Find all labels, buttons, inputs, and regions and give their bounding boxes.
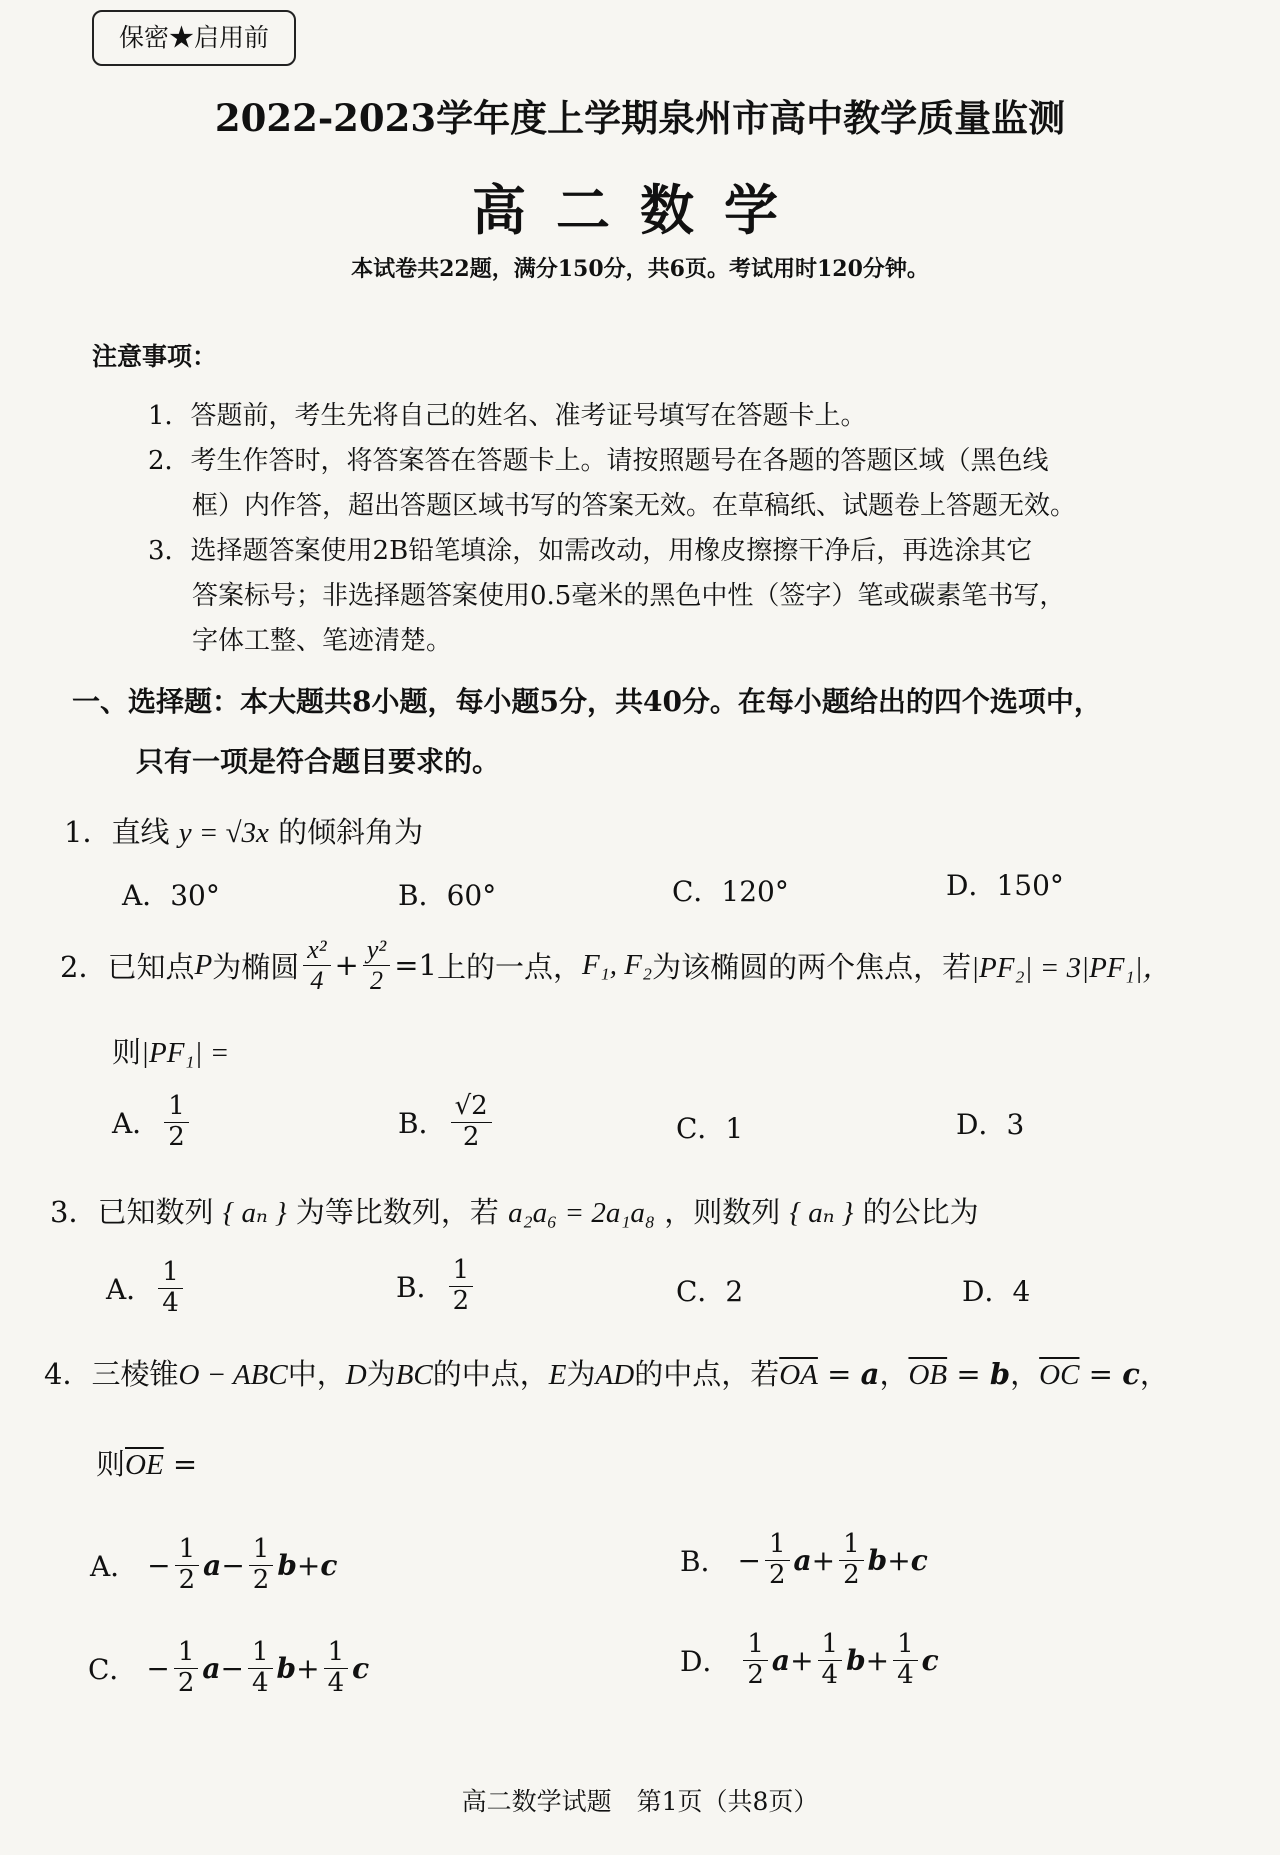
numerator: 1	[248, 1638, 273, 1669]
numerator: √2	[451, 1092, 492, 1123]
page-footer: 高二数学试题 第1页（共8页）	[461, 1787, 819, 1816]
vector-a: a	[771, 1643, 791, 1677]
option-label: C．	[88, 1653, 138, 1687]
denominator: 2	[168, 1121, 185, 1152]
equals: =	[817, 1357, 861, 1391]
fraction	[174, 1638, 199, 1699]
numerator: 1	[249, 1535, 274, 1566]
question-text: 为	[566, 1357, 596, 1391]
numerator: 1	[174, 1638, 199, 1669]
sequence: { aₙ }	[789, 1197, 854, 1229]
denominator: 2	[252, 1564, 270, 1595]
question-2	[60, 935, 1172, 996]
numerator: 1	[818, 1630, 843, 1661]
q4-option-c	[88, 1638, 369, 1699]
section-heading-cont: 只有一项是符合题目要求的。	[136, 745, 501, 778]
confidential-stamp: 保密★启用前	[92, 10, 296, 66]
q4-option-b	[680, 1530, 928, 1591]
denominator: 2	[177, 1667, 195, 1698]
question-text: 为椭圆	[212, 949, 300, 984]
point-e: E	[548, 1359, 567, 1391]
plus-sign: +	[865, 1643, 890, 1677]
condition: |PF₂| = 3|PF₁|，	[971, 951, 1172, 984]
question-number: 4．	[44, 1357, 92, 1391]
fraction	[743, 1630, 768, 1691]
section-heading: 一、选择题：本大题共8小题，每小题5分，共40分。在每小题给出的四个选项中，	[72, 685, 1102, 718]
numerator: 1	[449, 1256, 474, 1287]
q4-option-a	[90, 1535, 337, 1596]
question-2-cont	[112, 1030, 229, 1071]
question-text: 上的一点，	[436, 949, 582, 984]
q1-option-a: A．30°	[122, 879, 220, 912]
fraction	[175, 1535, 200, 1596]
fraction	[249, 1535, 274, 1596]
numerator: 1	[743, 1630, 768, 1661]
question-1	[64, 810, 423, 851]
fraction	[248, 1638, 273, 1699]
separator: ，	[1139, 1357, 1169, 1391]
question-text: 的倾斜角为	[278, 815, 424, 849]
point-d: D	[345, 1359, 367, 1391]
question-text: 的中点，	[432, 1357, 549, 1391]
numerator: 1	[175, 1535, 200, 1566]
question-text: 为等比数列，若	[295, 1195, 499, 1229]
question-number: 2．	[60, 949, 108, 984]
option-label: B．	[680, 1545, 729, 1579]
vector-ob: $\overline{OB}$	[908, 1359, 948, 1391]
vector-c: c	[352, 1651, 370, 1685]
option-label: A．	[106, 1273, 155, 1307]
question-text: 为该椭圆的两个焦点，若	[652, 949, 972, 984]
equals: =	[163, 1447, 198, 1481]
fraction	[839, 1530, 864, 1591]
notice-item-2-cont: 框）内作答，超出答题区域书写的答案无效。在草稿纸、试题卷上答题无效。	[192, 491, 1077, 521]
vector-c: c	[910, 1543, 928, 1577]
option-label: B．	[396, 1271, 445, 1305]
vector-b: b	[867, 1543, 888, 1577]
question-text: 三棱锥	[91, 1357, 179, 1391]
plus-sign: +	[790, 1643, 814, 1677]
vector-oa: $\overline{OA}$	[779, 1359, 818, 1391]
plus-sign: +	[296, 1548, 321, 1582]
vector-b: b	[276, 1651, 297, 1685]
vector-b: b	[989, 1357, 1011, 1391]
q4-option-d	[680, 1630, 939, 1691]
exam-info: 本试卷共22题，满分150分，共6页。考试用时120分钟。	[351, 256, 929, 282]
question-number: 1．	[64, 815, 112, 849]
numerator: 1	[324, 1638, 349, 1669]
question-text: 为	[366, 1357, 396, 1391]
question-text: 的中点，若	[634, 1357, 780, 1391]
question-text: 则	[112, 1035, 142, 1069]
minus-sign: −	[221, 1548, 245, 1582]
question-text: 已知数列	[97, 1195, 214, 1229]
separator: ，	[879, 1357, 909, 1391]
q2-option-a	[112, 1092, 193, 1153]
pyramid: O − ABC	[178, 1359, 288, 1391]
q3-option-c: C．2	[676, 1275, 744, 1308]
q1-option-b: B．60°	[398, 879, 497, 912]
numerator: 1	[839, 1530, 864, 1561]
minus-sign: −	[220, 1651, 244, 1685]
fraction-y2-over-2	[363, 935, 390, 996]
denominator: 4	[162, 1287, 179, 1318]
denominator: 4	[251, 1667, 269, 1698]
numerator: y²	[363, 935, 390, 966]
question-text: 直线	[111, 815, 170, 849]
sequence: { aₙ }	[222, 1197, 287, 1229]
denominator: 2	[178, 1564, 196, 1595]
question-text: 的公比为	[862, 1195, 979, 1229]
segment-ad: AD	[595, 1359, 635, 1391]
numerator: x²	[303, 935, 330, 966]
notice-item-3-cont: 答案标号；非选择题答案使用0.5毫米的黑色中性（签字）笔或碳素笔书写，	[192, 581, 1066, 611]
question-3	[50, 1190, 979, 1231]
notice-item-3: 3．选择题答案使用2B铅笔填涂，如需改动，用橡皮擦擦干净后，再选涂其它	[148, 536, 1033, 566]
vector-a: a	[793, 1543, 812, 1577]
question-4	[44, 1352, 1169, 1393]
math-expression: |PF₁| =	[141, 1037, 230, 1069]
question-text: 已知点	[107, 949, 195, 984]
point-p: P	[194, 948, 213, 981]
notice-item-3-cont2: 字体工整、笔迹清楚。	[192, 626, 453, 656]
plus-sign: +	[811, 1543, 836, 1577]
q2-option-d: D．3	[956, 1108, 1025, 1141]
denominator: 4	[327, 1667, 345, 1698]
q2-option-c: C．1	[676, 1112, 744, 1145]
vector-a: a	[202, 1651, 221, 1685]
separator: ，	[1010, 1357, 1040, 1391]
question-number: 3．	[50, 1195, 98, 1229]
denominator: 2	[370, 965, 384, 995]
numerator: 1	[765, 1530, 790, 1561]
denominator: 2	[452, 1285, 470, 1316]
numerator: 1	[158, 1258, 183, 1289]
equals: =	[947, 1357, 990, 1391]
denominator: 2	[747, 1659, 764, 1690]
option-label: A．	[90, 1550, 139, 1584]
notice-item-2: 2．考生作答时，将答案答在答题卡上。请按照题号在各题的答题区域（黑色线	[148, 446, 1049, 476]
numerator: 1	[893, 1630, 918, 1661]
denominator: 4	[310, 965, 324, 995]
math-expression: y = √3x	[178, 817, 269, 849]
plus-sign: +	[887, 1543, 911, 1577]
fraction-x2-over-4	[303, 935, 330, 996]
minus-sign: −	[737, 1543, 761, 1577]
vector-oc: $\overline{OC}$	[1039, 1359, 1080, 1391]
option-label: A．	[112, 1107, 161, 1141]
vector-a: a	[860, 1357, 880, 1391]
notice-title: 注意事项：	[92, 342, 218, 371]
vector-b: b	[277, 1548, 297, 1582]
denominator: 2	[843, 1559, 860, 1590]
question-text: 则	[96, 1447, 126, 1481]
question-4-cont	[96, 1442, 197, 1483]
fraction	[765, 1530, 790, 1591]
q3-option-a	[106, 1258, 187, 1319]
q2-option-b	[398, 1092, 496, 1153]
q3-option-d: D．4	[962, 1275, 1031, 1308]
segment-bc: BC	[395, 1359, 433, 1391]
q3-option-b	[396, 1256, 477, 1317]
option-label: D．	[680, 1645, 731, 1679]
fraction	[449, 1256, 474, 1317]
question-text: 中，	[287, 1357, 346, 1391]
condition: a₂a₆ = 2a₁a₈	[508, 1197, 655, 1229]
fraction	[158, 1258, 183, 1319]
plus-sign: +	[296, 1651, 320, 1685]
vector-oe: $\overline{OE}$	[125, 1449, 164, 1481]
denominator: 4	[821, 1659, 839, 1690]
exam-title: 2022-2023学年度上学期泉州市高中教学质量监测	[214, 96, 1066, 140]
foci: F₁, F₂	[581, 948, 653, 981]
vector-b: b	[846, 1643, 866, 1677]
fraction	[451, 1092, 492, 1153]
notice-item-1: 1．答题前，考生先将自己的姓名、准考证号填写在答题卡上。	[148, 401, 867, 431]
fraction	[324, 1638, 349, 1699]
denominator: 2	[768, 1559, 786, 1590]
numerator: 1	[164, 1092, 189, 1123]
plus-sign: +	[334, 948, 359, 983]
fraction	[818, 1630, 843, 1691]
equals-one: =1	[394, 948, 437, 983]
q1-option-c: C．120°	[672, 875, 789, 908]
denominator: 2	[462, 1121, 480, 1152]
question-text: ，则数列	[664, 1195, 781, 1229]
fraction	[164, 1092, 189, 1153]
equals: =	[1079, 1357, 1123, 1391]
denominator: 4	[897, 1659, 914, 1690]
vector-c: c	[1122, 1357, 1140, 1391]
minus-sign: −	[146, 1651, 170, 1685]
fraction	[893, 1630, 918, 1691]
option-label: B．	[398, 1107, 447, 1141]
minus-sign: −	[147, 1548, 171, 1582]
q1-option-d: D．150°	[946, 869, 1064, 902]
vector-c: c	[921, 1643, 939, 1677]
vector-a: a	[203, 1548, 222, 1582]
subject-title: 高二数学	[472, 178, 808, 242]
vector-c: c	[320, 1548, 338, 1582]
